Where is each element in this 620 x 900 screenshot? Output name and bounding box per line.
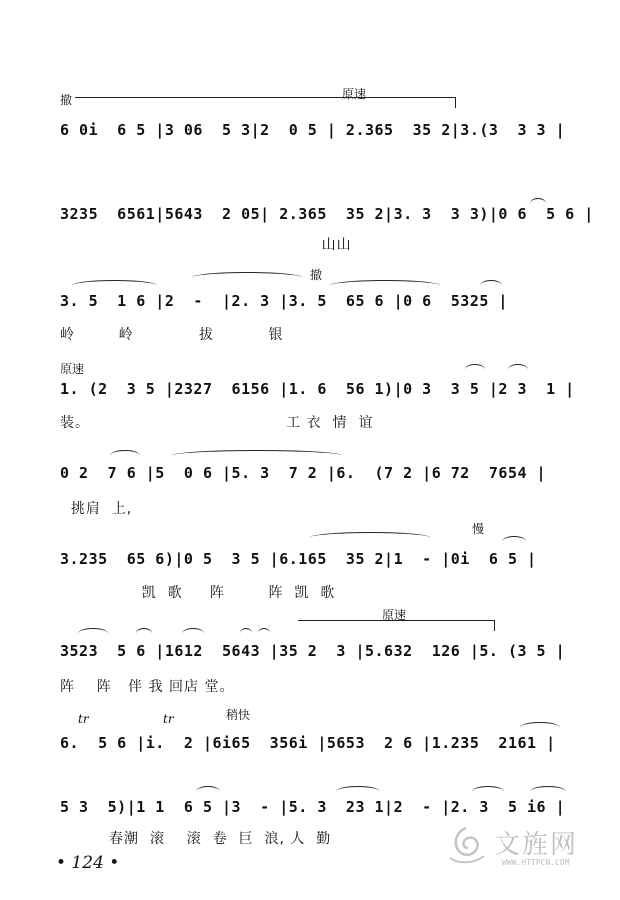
slur — [502, 536, 526, 547]
tempo-mark: 原速 — [342, 87, 367, 101]
page-number: • 124 • — [56, 853, 120, 873]
slur — [520, 722, 560, 733]
lyrics-line: 岭 岭 拔 银 — [60, 327, 284, 343]
tempo-mark: 原速 — [382, 608, 407, 622]
tempo-mark: 原速 — [60, 362, 85, 376]
slur — [110, 450, 140, 461]
slur — [472, 786, 504, 797]
lyrics-line: 装。 工 衣 情 谊 — [60, 415, 374, 431]
slur — [72, 280, 157, 291]
slur — [310, 532, 430, 543]
tempo-bracket — [298, 620, 495, 631]
notation-line: 0 2 7 6 |5 0 6 |5. 3 7 2 |6. (7 2 |6 72 7654 | — [60, 464, 547, 482]
slur — [182, 628, 204, 639]
notation-line: 3235 6561|5643 2 05| 2.365 35 2|3. 3 3 3)|0 6 5 6 | — [60, 205, 594, 223]
lyrics-line: 挑肩 上, — [60, 501, 133, 517]
trill-mark: tr — [163, 712, 174, 726]
watermark-url: WWW.HTTPCN.COM — [502, 858, 570, 867]
lyrics-line: 凯 歌 阵 阵 凯 歌 — [60, 585, 336, 601]
slur — [240, 628, 252, 639]
slur — [336, 786, 380, 797]
slur — [192, 272, 302, 283]
tempo-bracket — [75, 97, 456, 108]
slur — [465, 364, 485, 375]
watermark — [442, 818, 602, 878]
notation-line: 6. 5 6 |i. 2 |6i65 356i |5653 2 6 |1.235 2161 | — [60, 734, 556, 752]
slur — [330, 280, 440, 291]
lyrics-line: 阵 阵 伴 我 回店 堂。 — [60, 679, 235, 695]
slur — [78, 628, 108, 639]
slur — [196, 786, 220, 797]
notation-line: 3. 5 1 6 |2 - |2. 3 |3. 5 65 6 |0 6 5325 | — [60, 292, 508, 310]
tempo-mark: 撤 — [60, 93, 73, 107]
slur — [508, 364, 528, 375]
watermark-logo-icon — [442, 822, 490, 870]
notation-line: 3523 5 6 |1612 5643 |35 2 3 |5.632 126 |5. (3 5 | — [60, 642, 566, 660]
notation-line: 3.235 65 6)|0 5 3 5 |6.165 35 2|1 - |0i 6 5 | — [60, 550, 537, 568]
tempo-mark: 撤 — [310, 268, 323, 282]
slur — [480, 280, 502, 291]
slur — [172, 450, 342, 461]
watermark-text: 文旌网 — [494, 830, 579, 860]
slur — [258, 628, 270, 639]
slur — [530, 198, 546, 209]
notation-line: 1. (2 3 5 |2327 6156 |1. 6 56 1)|0 3 3 5 |2 3 1 | — [60, 380, 575, 398]
notation-line: 5 3 5)|1 1 6 5 |3 - |5. 3 23 1|2 - |2. 3 5 i6 | — [60, 798, 566, 816]
slur — [136, 628, 152, 639]
lyrics-line: 山山 — [60, 237, 352, 253]
tempo-mark: 慢 — [472, 522, 485, 536]
slur — [530, 786, 566, 797]
notation-line: 6 0i 6 5 |3 06 5 3|2 0 5 | 2.365 35 2|3.(3 3 3 | — [60, 121, 566, 139]
tempo-mark: 稍快 — [226, 708, 251, 722]
lyrics-line: 春潮 滚 滚 卷 巨 浪, 人 勤 — [60, 831, 332, 847]
trill-mark: tr — [78, 712, 89, 726]
